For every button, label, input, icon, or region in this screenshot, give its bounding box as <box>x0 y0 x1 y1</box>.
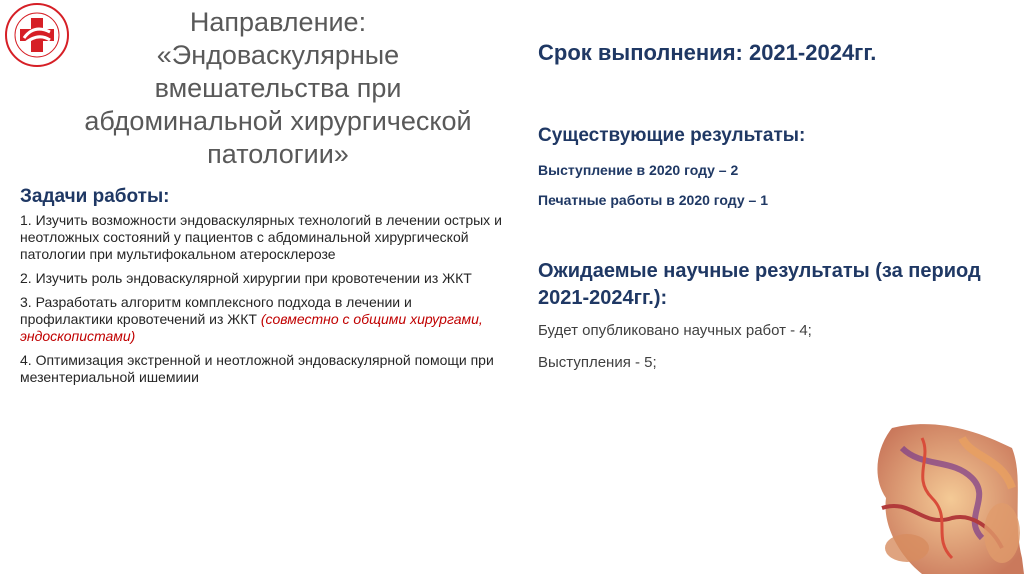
task-item: 2. Изучить роль эндоваскулярной хирургии при кровотечении из ЖКТ <box>20 270 472 286</box>
title-line: абдоминальной хирургической <box>84 106 472 136</box>
task-note: (совместно с общими хирургами, эндоскопистами) <box>20 311 483 344</box>
task-item: 3. Разработать алгоритм комплексного подхода в лечении и профилактики кровотечений из ЖКТ (совместно с общими хирургами, эндоскопистами) <box>20 294 483 344</box>
expected-result-item: Выступления - 5; <box>538 354 657 371</box>
deadline-heading: Срок выполнения: 2021-2024гг. <box>538 40 877 65</box>
title-line: Направление: <box>189 7 367 37</box>
title-line: вмешательства при <box>154 73 402 103</box>
task-item: 4. Оптимизация экстренной и неотложной эндоваскулярной помощи при мезентериальной ишемиии <box>20 352 494 385</box>
expected-result-item: Будет опубликовано научных работ - 4; <box>538 322 812 339</box>
intestine-illustration-icon <box>862 418 1024 574</box>
slide-title <box>48 6 508 171</box>
tasks-list <box>20 212 508 393</box>
existing-results-heading: Существующие результаты: <box>538 125 806 146</box>
tasks-heading: Задачи работы: <box>20 186 170 207</box>
existing-result-item: Выступление в 2020 году – 2 <box>538 162 739 178</box>
existing-result-item: Печатные работы в 2020 году – 1 <box>538 192 768 208</box>
expected-results-heading: Ожидаемые научные результаты (за период 2021-2024гг.): <box>538 260 981 309</box>
task-item: 1. Изучить возможности эндоваскулярных технологий в лечении острых и неотложных состояний у пациентов с абдоминальной хирургической патологии при мультифокальном атеросклерозе <box>20 212 502 262</box>
title-line: «Эндоваскулярные <box>156 40 400 70</box>
title-line: патологии» <box>207 139 349 169</box>
